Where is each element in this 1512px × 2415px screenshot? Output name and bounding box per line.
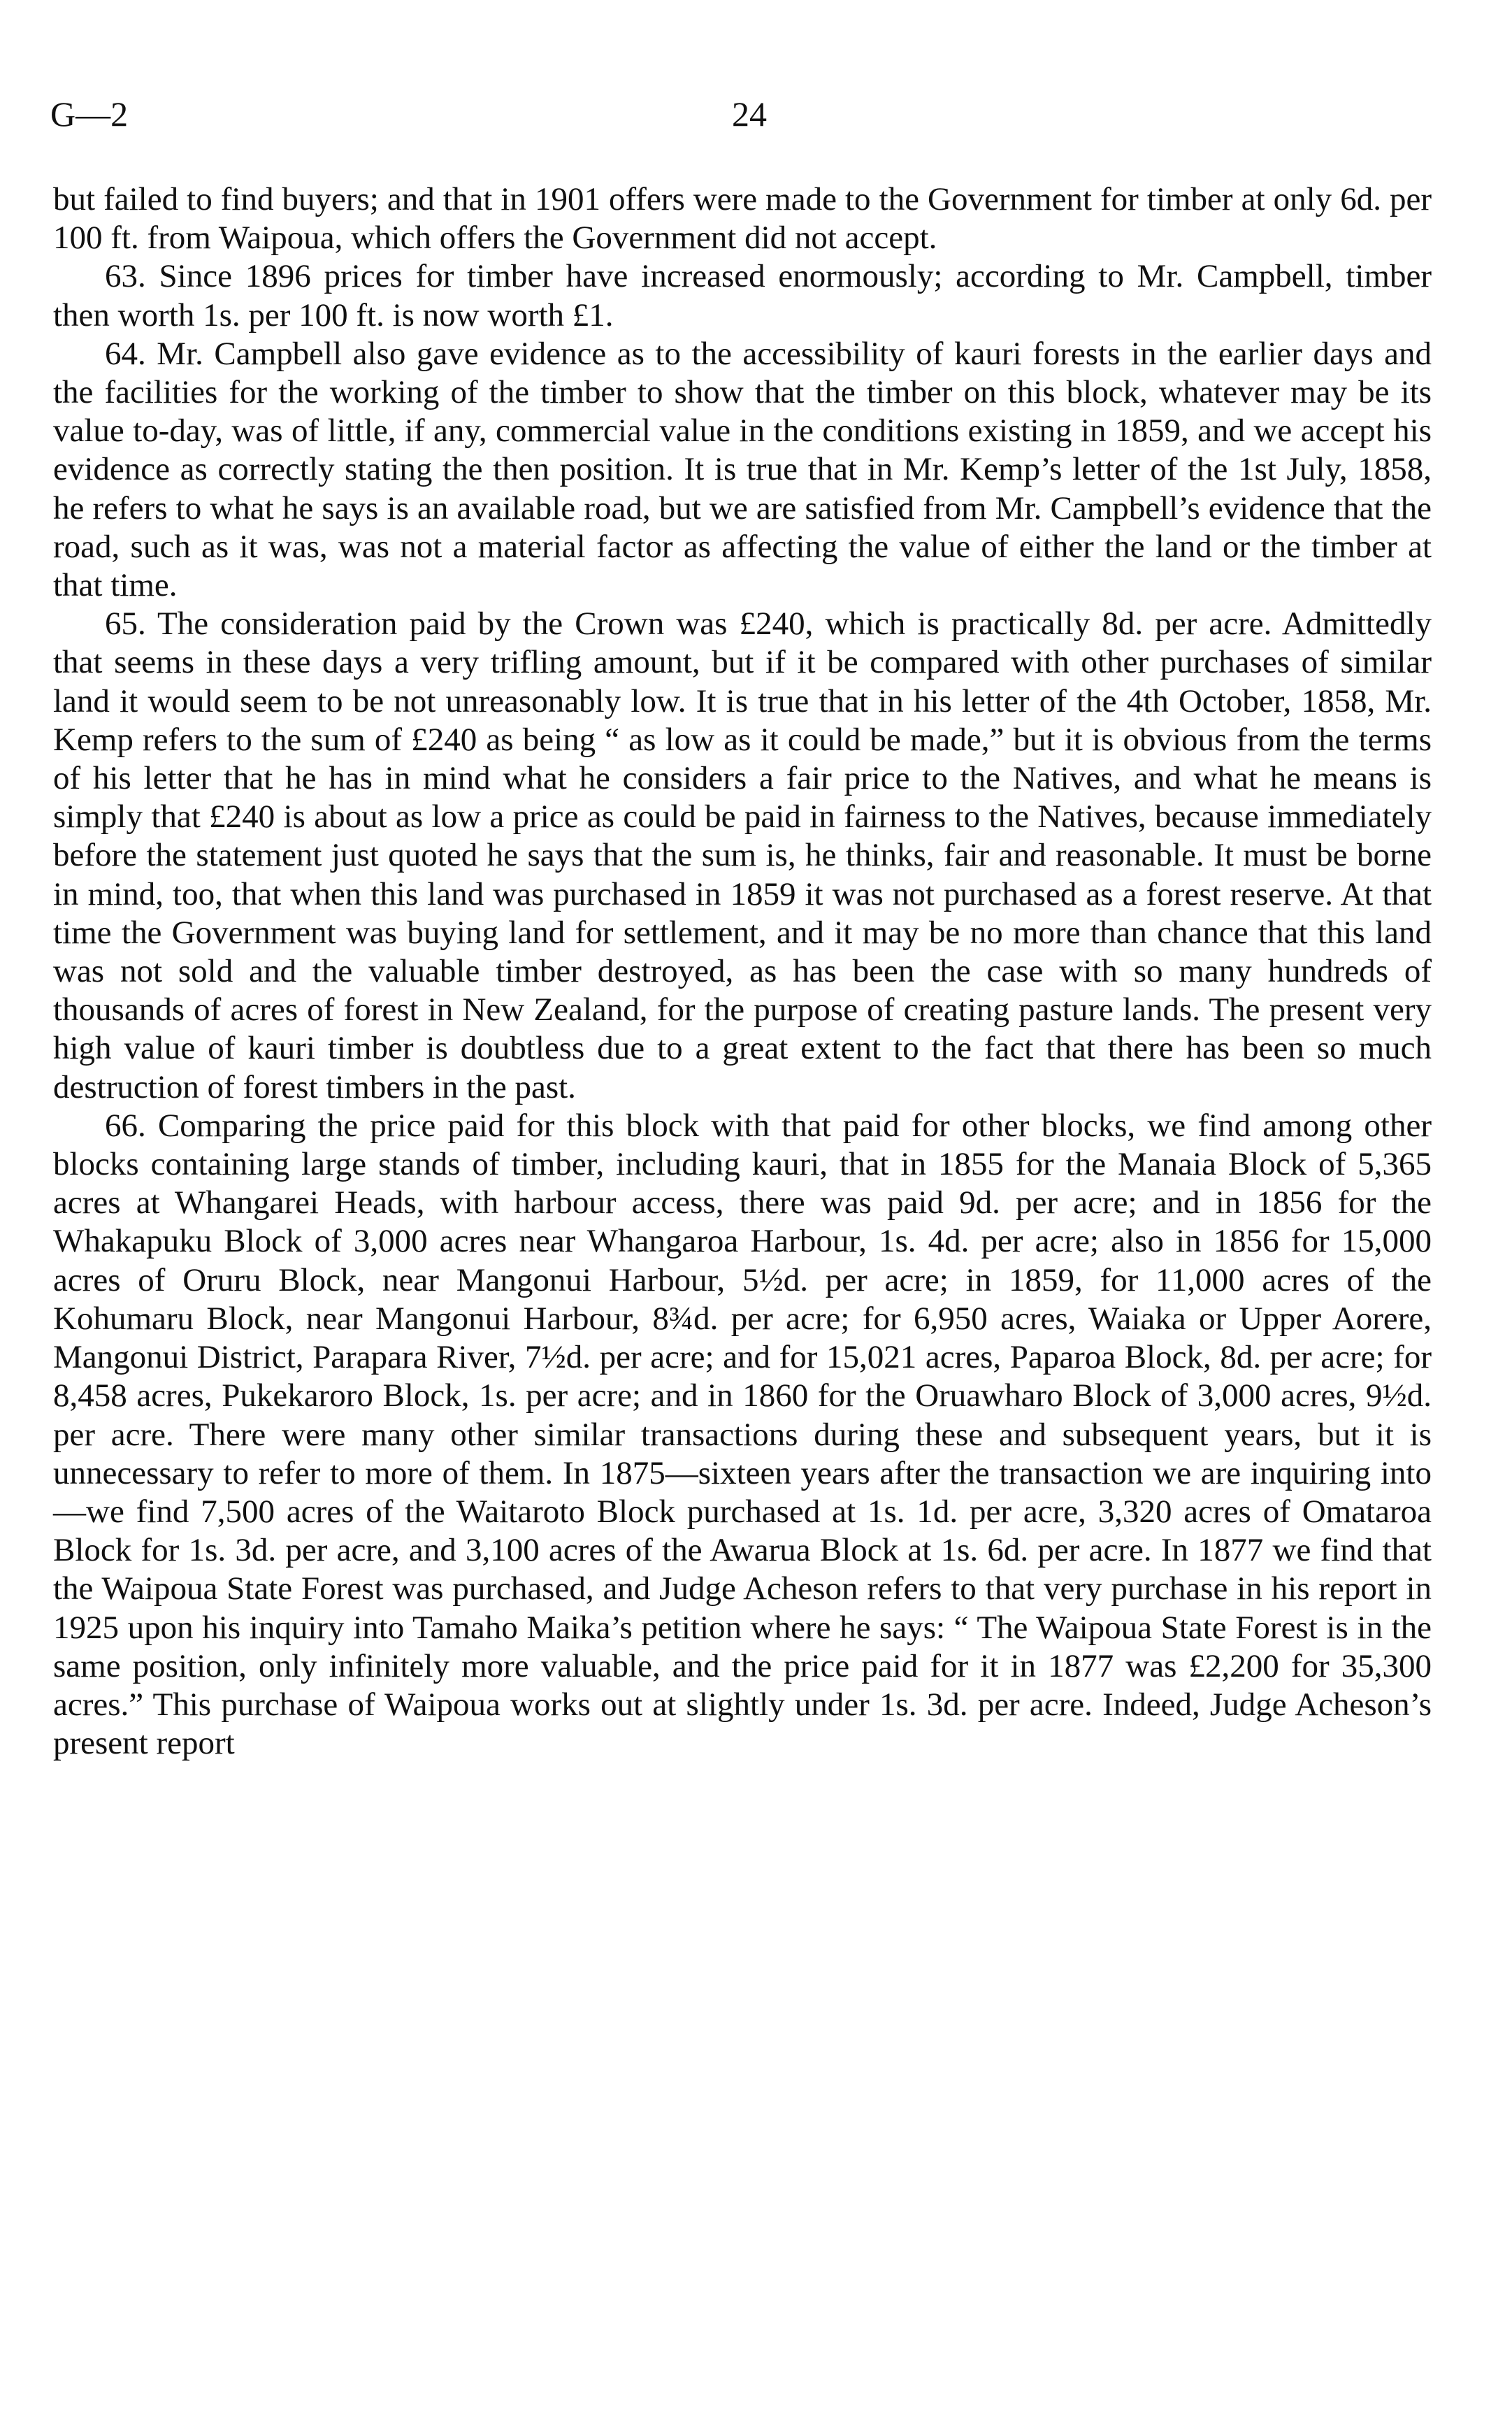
page-number: 24 — [732, 94, 767, 134]
paragraph-66: 66. Comparing the price paid for this block with that paid for other blocks, we find among other blocks containing large stands of timber, including kauri, that in 1855 for the Manaia Block of 5,365 acres at Whangarei Heads, with harbour access, there was paid 9d. per acre; and in 1856 for the Whakapuku Block of 3,000 acres near Whangaroa Harbour, 1s. 4d. per acre; also in 1856 for 15,000 acres of Oruru Block, near Mangonui Harbour, 5½d. per acre; in 1859, for 11,000 acres of the Kohumaru Block, near Mangonui Harbour, 8¾d. per acre; for 6,950 acres, Waiaka or Upper Aorere, Mangonui District, Parapara River, 7½d. per acre; and for 15,021 acres, Paparoa Block, 8d. per acre; for 8,458 acres, Pukekaroro Block, 1s. per acre; and in 1860 for the Oruawharo Block of 3,000 acres, 9½d. per acre. There were many other similar transactions during these and subsequent years, but it is unnecessary to refer to more of them. In 1875—sixteen years after the transaction we are inquiring into—we find 7,500 acres of the Waitaroto Block purchased at 1s. 1d. per acre, 3,320 acres of Omataroa Block for 1s. 3d. per acre, and 3,100 acres of the Awarua Block at 1s. 6d. per acre. In 1877 we find that the Waipoua State Forest was purchased, and Judge Acheson refers to that very purchase in his report in 1925 upon his inquiry into Tamaho Maika’s petition where he says: “ The Waipoua State Forest is in the same position, only infinitely more valuable, and the price paid for it in 1877 was £2,200 for 35,300 acres.” This purchase of Waipoua works out at slightly under 1s. 3d. per acre. Indeed, Judge Acheson’s present report — [53, 1107, 1432, 1762]
paragraph-65: 65. The consideration paid by the Crown was £240, which is practically 8d. per acre. Admittedly that seems in these days a very trifling amount, but if it be compared with other purchases of similar land it would seem to be not unreasonably low. It is true that in his letter of the 4th October, 1858, Mr. Kemp refers to the sum of £240 as being “ as low as it could be made,” but it is obvious from the terms of his letter that he has in mind what he considers a fair price to the Natives, and what he means is simply that £240 is about as low a price as could be paid in fairness to the Natives, because immediately before the statement just quoted he says that the sum is, he thinks, fair and reasonable. It must be borne in mind, too, that when this land was purchased in 1859 it was not purchased as a forest reserve. At that time the Government was buying land for settlement, and it may be no more than chance that this land was not sold and the valuable timber destroyed, as has been the case with so many hundreds of thousands of acres of forest in New Zealand, for the purpose of creating pasture lands. The present very high value of kauri timber is doubtless due to a great extent to the fact that there has been so much destruction of forest timbers in the past. — [53, 605, 1432, 1105]
page-header — [50, 89, 1420, 138]
body-text — [53, 180, 1432, 1763]
paragraph-63: 63. Since 1896 prices for timber have increased enormously; according to Mr. Campbell, timber then worth 1s. per 100 ft. is now worth £1. — [53, 258, 1432, 334]
paragraph-64: 64. Mr. Campbell also gave evidence as to the accessibility of kauri forests in the earlier days and the facilities for the working of the timber to show that the timber on this block, whatever may be its value to-day, was of little, if any, commercial value in the conditions existing in 1859, and we accept his evidence as correctly stating the then position. It is true that in Mr. Kemp’s letter of the 1st July, 1858, he refers to what he says is an available road, but we are satisfied from Mr. Campbell’s evidence that the road, such as it was, was not a material factor as affecting the value of either the land or the timber at that time. — [53, 335, 1432, 604]
paragraph-continuation: but failed to find buyers; and that in 1901 offers were made to the Government for timber at only 6d. per 100 ft. from Waipoua, which offers the Government did not accept. — [53, 181, 1432, 257]
document-reference: G—2 — [50, 94, 129, 134]
